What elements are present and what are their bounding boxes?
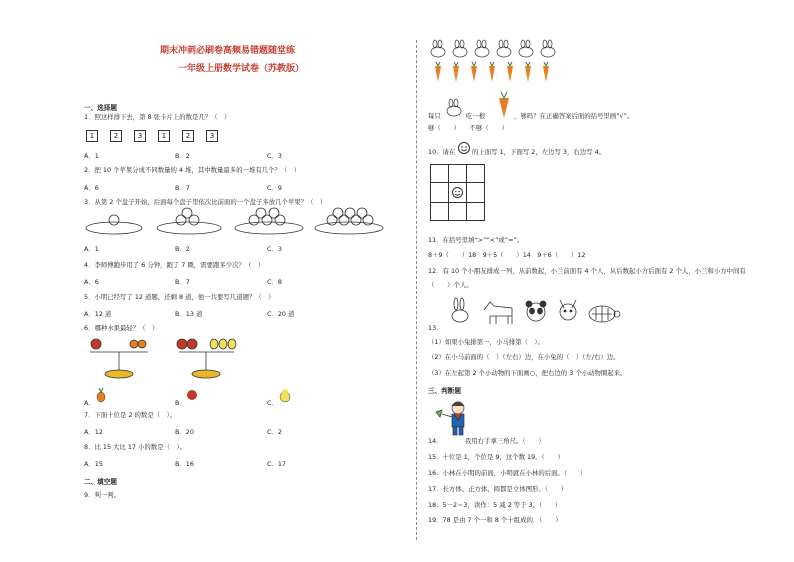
q8-option-b[interactable]: B．16 <box>175 460 194 468</box>
question-1: 1．照这样排下去，第 8 张卡片上的数是几？（ ） <box>84 113 231 121</box>
q6-option-b[interactable]: B． <box>175 399 186 407</box>
question-13: 13． <box>428 324 443 332</box>
animals-row-illustration <box>448 296 623 326</box>
number-card: 3 <box>206 130 218 142</box>
section-fill-heading: 二、填空题 <box>84 478 117 486</box>
paper-subtitle: 一年级上册数学试卷（苏教版） <box>178 64 305 74</box>
question-12-blank[interactable]: （ ）个人。 <box>428 281 473 289</box>
question-11: 11．在括号里填“>”“<”或“=”。 <box>428 236 524 244</box>
carrot-icon <box>496 92 512 118</box>
smiley-icon <box>452 187 463 198</box>
q5-option-c[interactable]: C．20 道 <box>267 310 295 318</box>
balance-scales-illustration <box>84 334 264 384</box>
q3-option-b[interactable]: B．2 <box>175 245 190 253</box>
question-13-part2[interactable]: （2）在小马前面的（ ）（左右）边，在小兔的（ ）（左/右）边。 <box>428 353 620 361</box>
grid-cell[interactable] <box>431 183 449 203</box>
apple-icon <box>187 390 197 400</box>
q3-option-a[interactable]: A．1 <box>84 245 99 253</box>
q1-option-a[interactable]: A．1 <box>84 152 99 160</box>
apple-plates-illustration <box>84 208 384 236</box>
q4-option-a[interactable]: A．6 <box>84 278 99 286</box>
grid-cell[interactable] <box>431 165 449 183</box>
question-19[interactable]: 19．78 是由 7 个一和 8 个十组成的．（ ） <box>428 516 562 524</box>
grid-cell[interactable] <box>467 183 485 203</box>
number-card: 2 <box>110 130 122 142</box>
question-3: 3．从第 2 个盘子开始，后面每个盘子里依次比前面的一个盘子多放几个苹果？（ ） <box>84 198 327 206</box>
position-grid <box>430 164 485 221</box>
paper-title: 期末冲刺必刷卷高频易错题随堂练 <box>160 46 296 56</box>
q1-option-c[interactable]: C．3 <box>267 152 282 160</box>
question-17[interactable]: 17．长方体、正方体、圆都是立体图形。（ ） <box>428 485 568 493</box>
grid-cell[interactable] <box>467 203 485 221</box>
section-judge-heading: 三、判断题 <box>428 387 461 395</box>
question-14[interactable]: 14． 我用右手拿三角尺。（ ） <box>428 437 545 445</box>
question-7: 7．下面十位是 2 的数是（ ）。 <box>84 411 177 419</box>
q3-option-c[interactable]: C．3 <box>267 245 282 253</box>
pear-icon <box>280 388 290 402</box>
rabbits-row-illustration <box>428 40 578 60</box>
question-8: 8．比 15 大比 17 小的数是（ ）。 <box>84 443 186 451</box>
q7-option-c[interactable]: C．2 <box>267 428 282 436</box>
question-15[interactable]: 15．十位是 1，个位是 9，这个数 19。（ ） <box>428 453 564 461</box>
q6-option-c[interactable]: C． <box>267 399 278 407</box>
question-13-part1[interactable]: （1）如果小兔排第一，小马排第（ ）。 <box>428 338 544 346</box>
q5-option-a[interactable]: A．12 道 <box>84 310 112 318</box>
question-9: 9．判一判。 <box>84 491 121 499</box>
q1-option-b[interactable]: B．2 <box>175 152 190 160</box>
grid-cell[interactable] <box>431 203 449 221</box>
number-card: 1 <box>158 130 170 142</box>
q5-option-b[interactable]: B．13 道 <box>175 310 203 318</box>
q2-option-b[interactable]: B．7 <box>175 184 190 192</box>
q4-option-c[interactable]: C．8 <box>267 278 282 286</box>
column-divider <box>416 40 417 540</box>
question-4: 4．李师傅跑步用了 6 分钟，跑了 7 圈，需要跑多少次？（ ） <box>84 261 265 269</box>
number-card: 1 <box>86 130 98 142</box>
grid-cell-center <box>449 183 467 203</box>
pineapple-icon <box>96 388 106 402</box>
q2-option-c[interactable]: C．9 <box>267 184 282 192</box>
section-choice-heading: 一、选择题 <box>84 104 117 112</box>
question-9-prompt: ，够吗？在正确答案后面的括号里画“√”。 <box>514 112 634 120</box>
grid-cell[interactable] <box>449 203 467 221</box>
question-9-answers[interactable]: 够（ ） 不够（ ） <box>428 124 508 132</box>
boy-with-triangle-illustration <box>432 398 474 438</box>
smiley-icon <box>458 142 470 154</box>
q8-option-c[interactable]: C．17 <box>267 460 286 468</box>
q7-option-b[interactable]: B．20 <box>175 428 194 436</box>
question-9-eat: 吃一根 <box>466 112 486 120</box>
rabbit-icon <box>444 98 464 118</box>
q2-option-a[interactable]: A．6 <box>84 184 99 192</box>
question-10-lead: 10．请在 <box>428 148 456 156</box>
question-2: 2．把 10 个苹果分成不同数量的 4 堆，其中数量最多的一堆有几个？（ ） <box>84 166 301 174</box>
question-13-part3[interactable]: （3）在左起第 2 个小动物的下面画○，把右边的 3 个小动物圈起来。 <box>428 369 627 377</box>
grid-cell[interactable] <box>449 165 467 183</box>
q6-option-a[interactable]: A． <box>84 399 95 407</box>
grid-cell[interactable] <box>467 165 485 183</box>
question-12: 12．有 10 个小朋友排成一列，从前数起，小兰前面有 4 个人，从后数起小方后面有 2 个人，小兰和小方中间有 <box>428 267 746 275</box>
number-card: 3 <box>134 130 146 142</box>
number-card: 2 <box>182 130 194 142</box>
q8-option-a[interactable]: A．15 <box>84 460 103 468</box>
question-16[interactable]: 16．小林在小明的前面，小明就在小林的后面。（ ） <box>428 469 587 477</box>
question-9-each: 每只 <box>428 112 441 120</box>
question-6: 6．哪种水果最轻？（ ） <box>84 324 159 332</box>
question-5: 5．小明已经写了 12 道题，还剩 8 道，他一共要写几道题？（ ） <box>84 293 275 301</box>
q4-option-b[interactable]: B．7 <box>175 278 190 286</box>
question-18[interactable]: 18．5－2＝3，读作：5 减 2 等于 3。（ ） <box>428 501 562 509</box>
question-11-items[interactable]: 8＋9（ ）18 9＋5（ ）14 9＋6（ ）12 <box>428 251 586 259</box>
carrots-row-illustration <box>430 62 570 84</box>
question-10-text: 的上面写 1，下面写 2，左边写 3，右边写 4。 <box>472 148 606 156</box>
q7-option-a[interactable]: A．12 <box>84 428 103 436</box>
